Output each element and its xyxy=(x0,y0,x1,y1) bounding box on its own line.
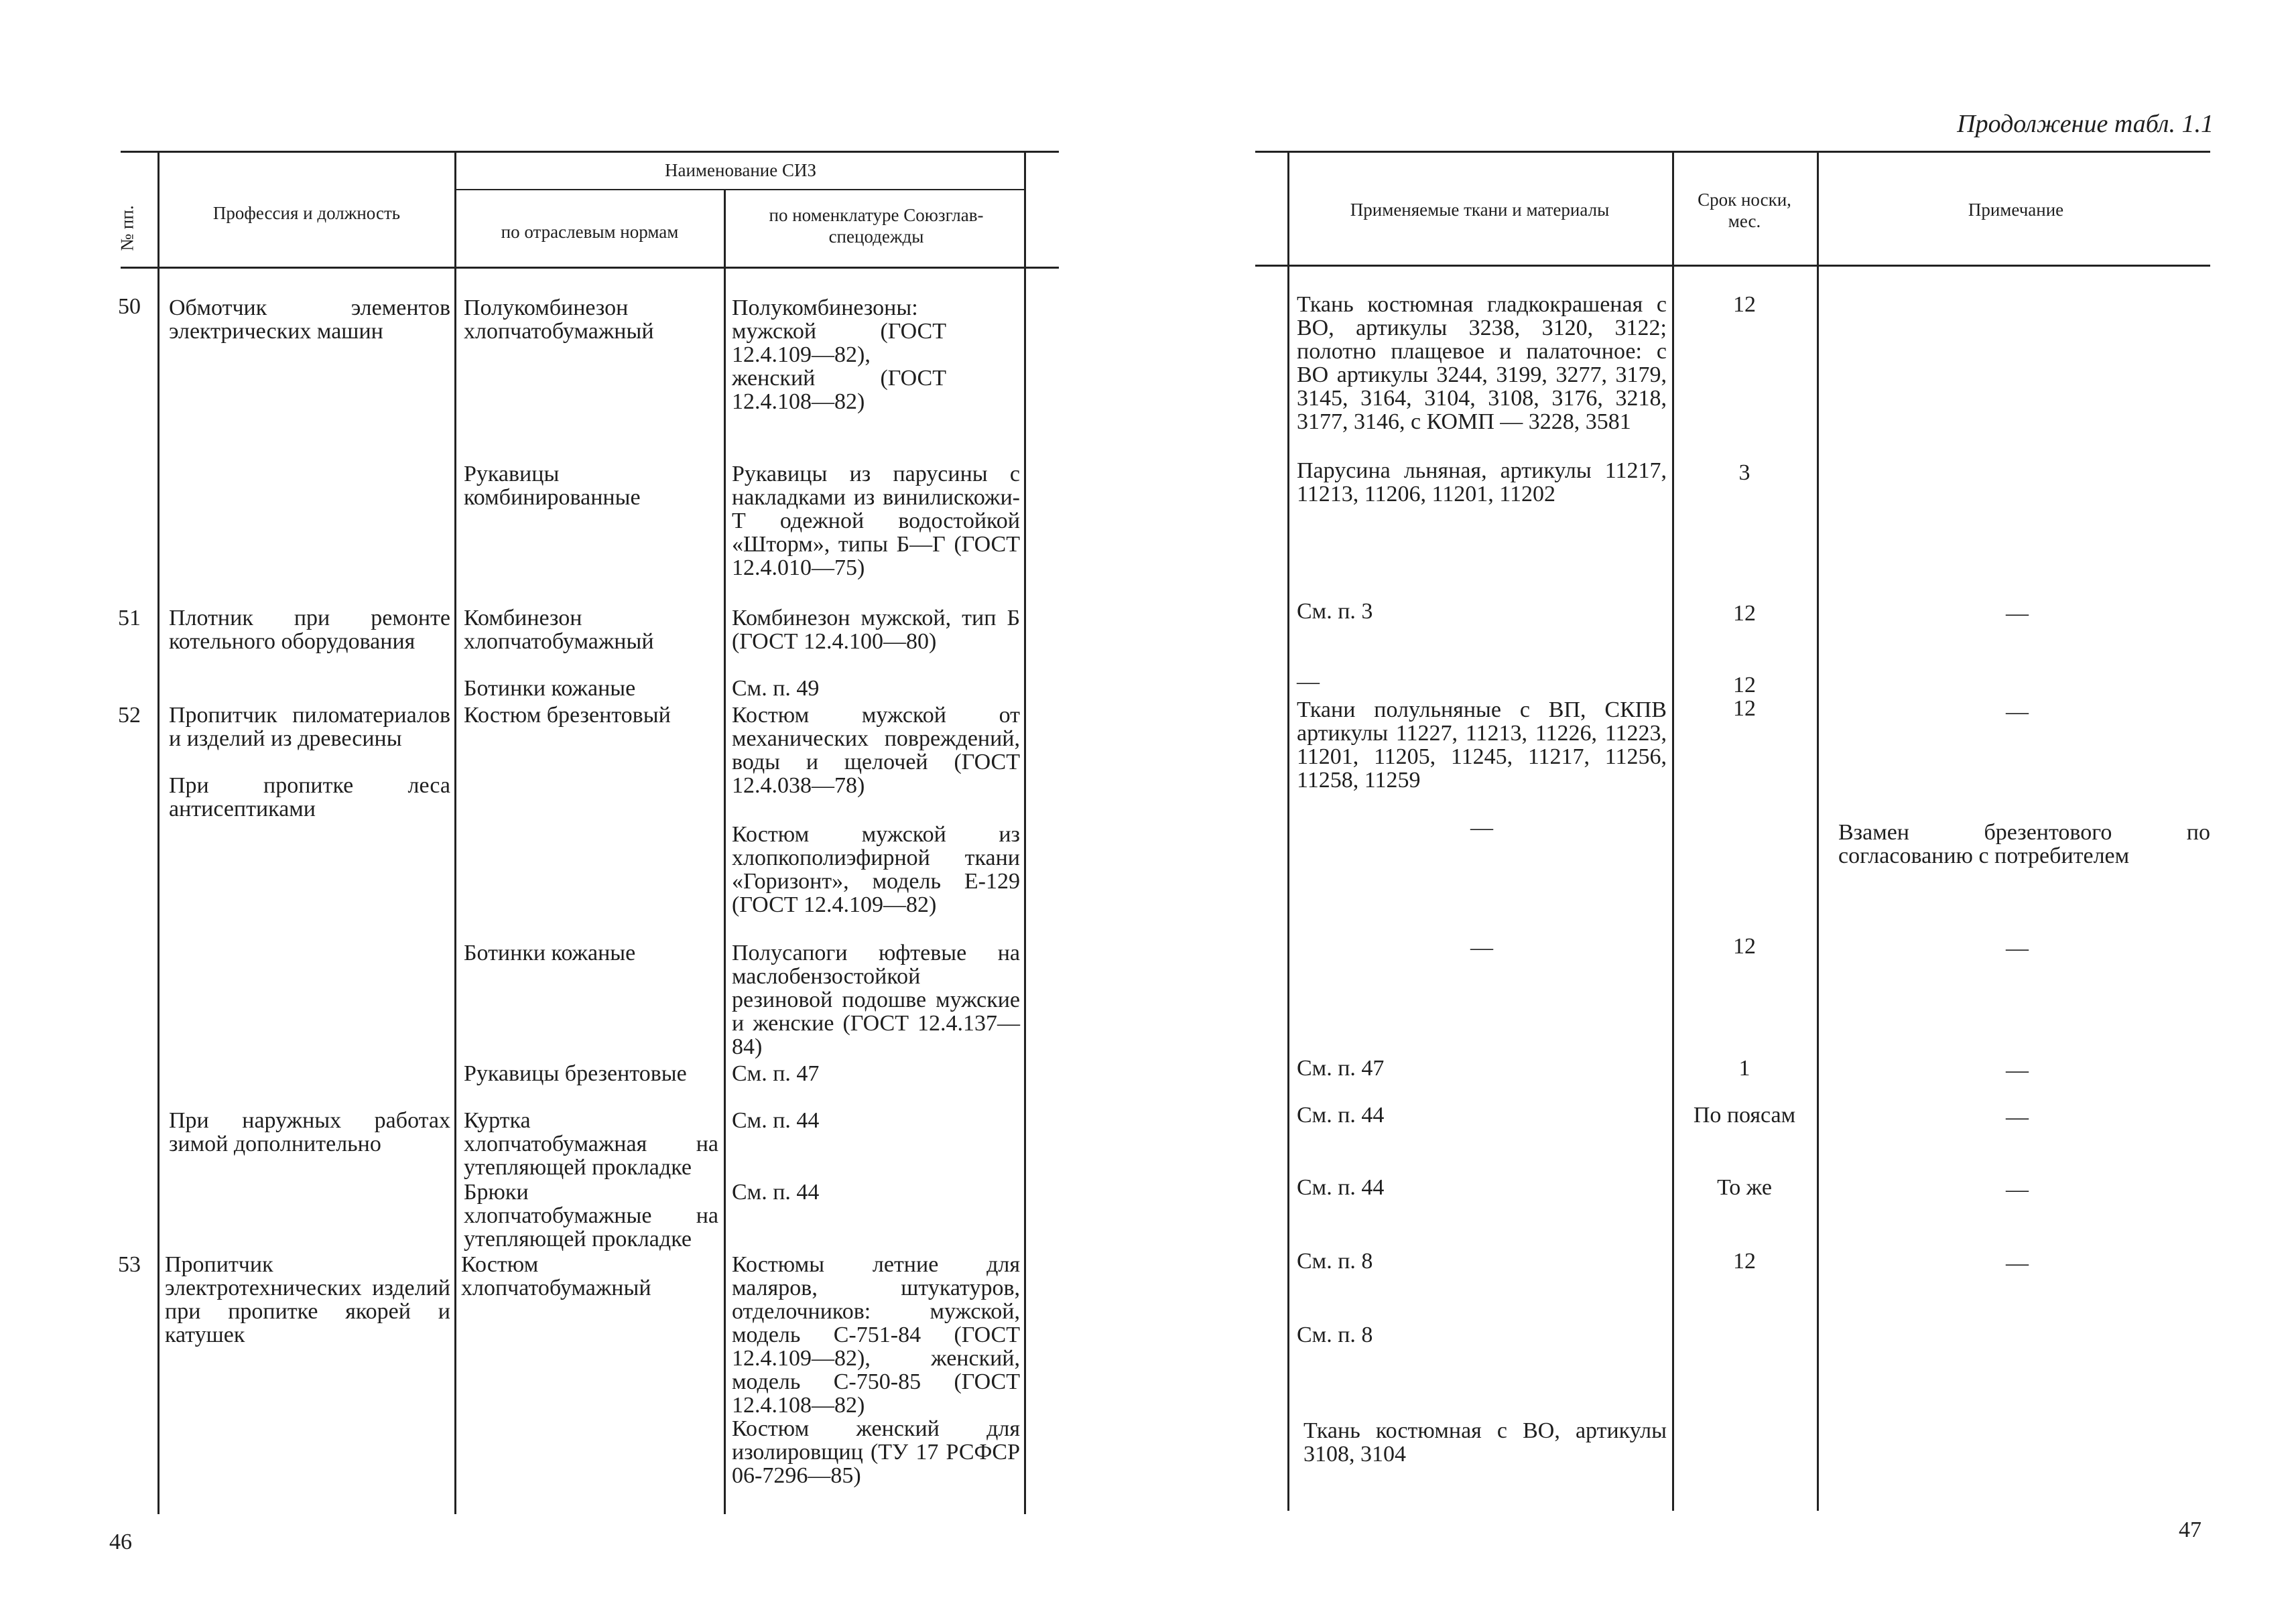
term-cell: По поясам xyxy=(1693,1103,1796,1128)
header-materials: Применяемые ткани и материалы xyxy=(1350,200,1610,220)
nomenclature-cell: Костюм женский для изолировщиц (ТУ 17 РСФСР 06-7296—85) xyxy=(732,1416,1020,1488)
col-rule-1 xyxy=(157,151,160,1514)
term-cell: 12 xyxy=(1733,1249,1756,1274)
row-number: 52 xyxy=(118,703,141,728)
profession-subcell: При пропитке леса антисептиками xyxy=(169,773,450,821)
materials-cell: — xyxy=(1470,815,1493,840)
header-note: Примечание xyxy=(1968,200,2064,220)
industry-norm-cell: Костюм брезентовый xyxy=(464,703,671,728)
materials-cell: См. п. 3 xyxy=(1297,599,1373,624)
industry-norm-cell: Полукомбинезон хлопчатобумажный xyxy=(464,295,654,344)
page-number: 46 xyxy=(109,1530,132,1554)
profession-cell: Пропитчик пиломатериалов и изделий из древесины xyxy=(169,703,450,751)
header-term: Срок носки, мес. xyxy=(1698,190,1791,232)
note-cell: — xyxy=(2006,1105,2029,1130)
term-cell: То же xyxy=(1717,1175,1772,1200)
industry-norm-cell: Комбинезон хлопчатобумажный xyxy=(464,606,654,654)
col-rule-2 xyxy=(1672,151,1674,1511)
materials-cell: — xyxy=(1297,669,1320,694)
header-bottom-rule xyxy=(1255,265,2210,267)
header-no: № пп. xyxy=(117,205,137,251)
industry-norm-cell: Ботинки кожаные xyxy=(464,676,636,701)
note-cell: — xyxy=(2006,1177,2029,1202)
profession-cell: Обмотчик элементов электрических машин xyxy=(169,295,450,344)
industry-norm-cell: Рукавицы комбинированные xyxy=(464,462,641,510)
note-cell: — xyxy=(2006,1058,2029,1083)
continuation-title: Продолжение табл. 1.1 xyxy=(1957,110,2214,138)
nomenclature-cell: Костюм мужской из хлопкополиэфирной ткани «Горизонт», модель Е-129 (ГОСТ 12.4.109—82) xyxy=(732,822,1020,917)
group-header-rule xyxy=(456,189,1025,190)
term-cell: 12 xyxy=(1733,601,1756,626)
col-rule-2 xyxy=(454,151,456,1514)
industry-norm-cell: Куртка хлопчатобумажная на утепляющей прокладке xyxy=(464,1108,718,1180)
note-cell: — xyxy=(2006,936,2029,961)
note-cell: — xyxy=(2006,601,2029,626)
materials-cell: Ткань костюмная с ВО, артикулы 3108, 3104 xyxy=(1303,1418,1667,1467)
nomenclature-cell: См. п. 47 xyxy=(732,1061,820,1086)
table-top-rule xyxy=(121,151,1059,153)
note-cell: — xyxy=(2006,699,2029,724)
materials-cell: См. п. 44 xyxy=(1297,1103,1385,1128)
nomenclature-cell: Костюмы летние для маляров, штукатуров, отделочников: мужской, модель С-751-84 (ГОСТ 12.4.109—82), женский, модель С-750-85 (ГОСТ 12.4.108—82) xyxy=(732,1252,1020,1418)
header-bottom-rule xyxy=(121,267,1059,269)
profession-cell: Плотник при ремонте котельного оборудования xyxy=(169,606,450,654)
materials-cell: См. п. 8 xyxy=(1297,1323,1373,1347)
col-rule-4 xyxy=(1024,151,1026,1514)
term-cell: 12 xyxy=(1733,673,1756,697)
industry-norm-cell: Костюм хлопчатобумажный xyxy=(461,1252,651,1300)
row-number: 53 xyxy=(118,1252,141,1277)
row-number: 50 xyxy=(118,294,141,319)
term-cell: 12 xyxy=(1733,696,1756,721)
nomenclature-cell: Полукомбинезоны: мужской (ГОСТ 12.4.109—82), женский (ГОСТ 12.4.108—82) xyxy=(732,295,946,414)
profession-subcell: При наружных работах зимой дополнительно xyxy=(169,1108,450,1156)
industry-norm-cell: Рукавицы брезентовые xyxy=(464,1061,687,1086)
term-cell: 3 xyxy=(1738,460,1750,485)
col-rule-1 xyxy=(1287,151,1289,1511)
materials-cell: Ткань костюмная гладкокрашеная с ВО, артикулы 3238, 3120, 3122; полотно плащевое и палаточное: с ВО артикулы 3244, 3199, 3277, 3179, 3145, 3164, 3104, 3108, 3176, 3218, 3177, 3146, с КОМП — 3228, 3581 xyxy=(1297,292,1667,434)
materials-cell: Ткани полульняные с ВП, СКПВ артикулы 11227, 11213, 11226, 11223, 11201, 11205, 11245, 11217, 11256, 11258, 11259 xyxy=(1297,697,1667,793)
header-profession: Профессия и должность xyxy=(212,203,401,223)
note-cell: — xyxy=(2006,1251,2029,1276)
page-number: 47 xyxy=(2179,1517,2202,1542)
industry-norm-cell: Ботинки кожаные xyxy=(464,941,636,965)
nomenclature-cell: См. п. 49 xyxy=(732,676,820,701)
right-page xyxy=(1148,0,2296,1622)
term-cell: 12 xyxy=(1733,292,1756,317)
table-top-rule xyxy=(1255,151,2210,153)
nomenclature-cell: См. п. 44 xyxy=(732,1180,820,1205)
materials-cell: См. п. 47 xyxy=(1297,1056,1385,1081)
nomenclature-cell: См. п. 44 xyxy=(732,1108,820,1133)
materials-cell: Парусина льняная, артикулы 11217, 11213, 11206, 11201, 11202 xyxy=(1297,458,1667,506)
profession-cell: Пропитчик электротехнических изделий при пропитке якорей и катушек xyxy=(165,1252,450,1347)
materials-cell: См. п. 44 xyxy=(1297,1175,1385,1200)
row-number: 51 xyxy=(118,606,141,630)
materials-cell: — xyxy=(1470,935,1493,960)
industry-norm-cell: Брюки хлопчатобумажные на утепляющей прокладке xyxy=(464,1180,718,1252)
term-cell: 12 xyxy=(1733,934,1756,959)
header-industry-norms: по отраслевым нормам xyxy=(501,222,679,242)
header-nomenclature: по номенклатуре Союзглав-спецодежды xyxy=(769,205,984,247)
nomenclature-cell: Костюм мужской от механических повреждений, воды и щелочей (ГОСТ 12.4.038—78) xyxy=(732,703,1020,798)
nomenclature-cell: Комбинезон мужской, тип Б (ГОСТ 12.4.100—80) xyxy=(732,606,1020,654)
header-siz-group: Наименование СИЗ xyxy=(665,160,816,180)
materials-cell: См. п. 8 xyxy=(1297,1249,1373,1274)
col-rule-3 xyxy=(1817,151,1819,1511)
note-cell: Взамен брезентового по согласованию с потребителем xyxy=(1838,820,2210,868)
term-cell: 1 xyxy=(1738,1056,1750,1081)
nomenclature-cell: Рукавицы из парусины с накладками из винилискожи-Т одежной водостойкой «Шторм», типы Б—Г (ГОСТ 12.4.010—75) xyxy=(732,462,1020,580)
nomenclature-cell: Полусапоги юфтевые на маслобензостойкой резиновой подошве мужские и женские (ГОСТ 12.4.137—84) xyxy=(732,941,1020,1059)
col-rule-3 xyxy=(724,189,726,1514)
